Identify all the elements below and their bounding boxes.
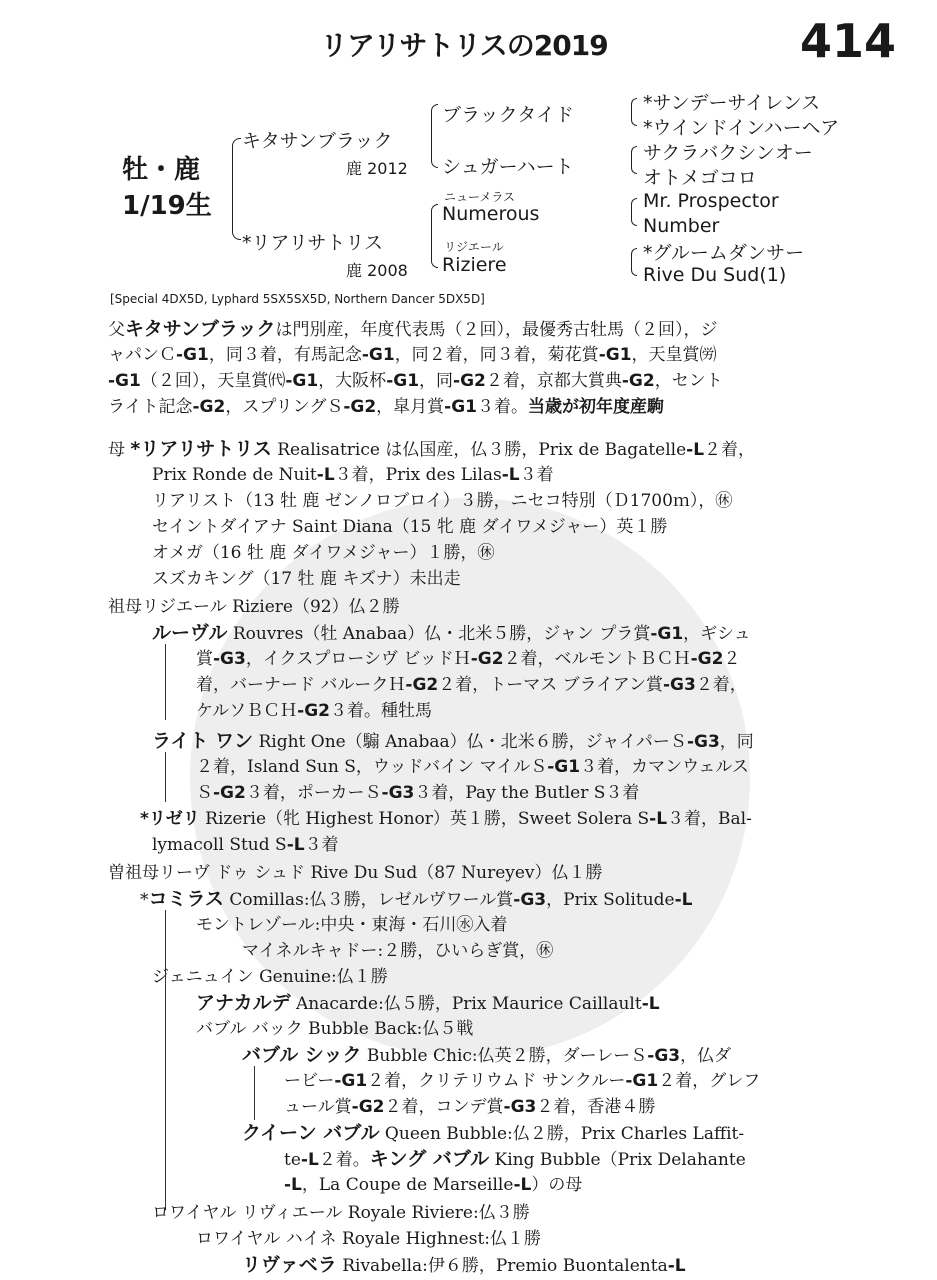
sire-note-line: -G1（２回），天皇賞㈹-G1，大阪杯-G1，同-G2２着，京都大賞典-G2，セント [108, 371, 723, 391]
runner-entry: モントレゾール:中央・東海・石川㊌入着 [196, 915, 508, 935]
brace-main [232, 138, 241, 240]
runner-entry: ュール賞-G2２着，コンデ賞-G3２着，香港４勝 [284, 1097, 656, 1117]
runner-entry: Ｓ-G2３着，ポーカーＳ-G3３着，Pay the Butler S３着 [196, 783, 640, 803]
sire-name: キタサンブラック [242, 130, 393, 152]
runner-entry: バブル バック Bubble Back:仏５戦 [196, 1019, 474, 1039]
sss: *サンデーサイレンス [643, 92, 821, 114]
runner-entry: ２着，Island Sun S，ウッドバイン マイルＳ-G1３着，カマンウェルス [196, 757, 749, 777]
runner-entry: *リゼリ Rizerie（牝 Highest Honor）英１勝，Sweet Solera S-L３着，Bal- [140, 809, 752, 829]
dds: *グルームダンサー [643, 242, 805, 264]
runner-entry: マイネルキャドー:２勝，ひいらぎ賞，㊡ [242, 941, 554, 961]
brace-sd [631, 146, 637, 174]
brace-dam [431, 204, 438, 268]
foal-entry: オメガ（16 牡 鹿 ダイワメジャー）１勝，㊡ [152, 543, 495, 563]
runner-entry: te-L２着。キング バブル King Bubble（Prix Delahante [284, 1148, 746, 1170]
runner-entry: リヴァベラ Rivabella:伊６勝，Premio Buontalenta-L [242, 1254, 686, 1276]
brace-ds [631, 198, 637, 226]
runner-entry: ケルソＢＣＨ-G2３着。種牡馬 [196, 701, 432, 721]
tree-line [254, 1066, 255, 1120]
dam-dam: Riziere [442, 254, 507, 276]
sdd: オトメゴコロ [643, 167, 757, 189]
runner-entry: ロワイヤル ハイネ Royale Highnest:仏１勝 [196, 1229, 542, 1249]
tree-line [165, 910, 166, 1210]
runner-entry: -L，La Coupe de Marseille-L）の母 [284, 1175, 583, 1195]
sire-note-line: 父キタサンブラックは門別産，年度代表馬（２回），最優秀古牡馬（２回），ジ [108, 318, 718, 340]
dam-line: Prix Ronde de Nuit-L３着，Prix des Lilas-L３着 [152, 465, 554, 485]
runner-entry: ロワイヤル リヴィエール Royale Riviere:仏３勝 [152, 1203, 530, 1223]
dam-line: 母 *リアリサトリス Realisatrice は仏国産，仏３勝，Prix de Bagatelle-L２着， [108, 438, 756, 460]
runner-entry: ジェニュイン Genuine:仏１勝 [152, 967, 388, 987]
birth-date: 1/19生 [122, 191, 212, 221]
runner-entry: ービー-G1２着，クリテリウムド サンクルー-G1２着，グレフ [284, 1071, 761, 1091]
sds: サクラバクシンオー [643, 142, 813, 164]
runner-entry: アナカルデ Anacarde:仏５勝，Prix Maurice Caillault-L [196, 992, 660, 1014]
runner-entry: バブル シック Bubble Chic:仏英２勝，ダーレーＳ-G3，仏ダ [242, 1044, 732, 1066]
third-dam: 曽祖母リーヴ ドゥ シュド Rive Du Sud（87 Nureyev）仏１勝 [108, 863, 603, 883]
brace-sire [431, 104, 438, 168]
sire-dam: シュガーハート [442, 156, 574, 178]
inbreeding-note: [Special 4DX5D, Lyphard 5SX5SX5D, Northern Dancer 5DX5D] [110, 292, 485, 306]
sire-info: 鹿 2012 [346, 159, 408, 178]
tree-line [165, 752, 166, 802]
runner-entry: 賞-G3，イクスプローシヴ ビッドＨ-G2２着，ベルモントＢＣＨ-G2２ [196, 649, 741, 669]
runner-entry: lymacoll Stud S-L３着 [152, 835, 339, 855]
brace-ss [631, 98, 637, 126]
ssd: *ウインドインハーヘア [643, 117, 840, 139]
dam-sire-kana: ニューメラス [444, 190, 516, 204]
lot-number: 414 [800, 14, 897, 68]
page-title: リアリサトリスの2019 [320, 29, 608, 62]
dss: Mr. Prospector [643, 190, 779, 212]
foal-entry: リアリスト（13 牡 鹿 ゼンノロブロイ）３勝，ニセコ特別（Ｄ1700ｍ），㊡ [152, 491, 733, 511]
dam-name: *リアリサトリス [242, 232, 383, 254]
tree-line [165, 644, 166, 720]
runner-entry: クイーン バブル Queen Bubble:仏２勝，Prix Charles Laffit- [242, 1122, 745, 1144]
runner-entry: ライト ワン Right One（騸 Anabaa）仏・北米６勝，ジャイパーＳ-G3，同 [152, 730, 754, 752]
dsd: Number [643, 215, 720, 237]
dam-info: 鹿 2008 [346, 261, 408, 280]
runner-entry: *コミラス Comillas:仏３勝，レゼルヴワール賞-G3，Prix Solitude-L [140, 888, 693, 910]
sire-sire: ブラックタイド [442, 104, 574, 126]
sire-note-line: ライト記念-G2，スプリングＳ-G2，皐月賞-G1３着。当歳が初年度産駒 [108, 397, 665, 417]
sex-color: 牡・鹿 [122, 155, 201, 185]
dam-sire: Numerous [442, 203, 540, 225]
sire-note-line: ャパンＣ-G1，同３着，有馬記念-G1，同２着，同３着，菊花賞-G1，天皇賞㈸ [108, 345, 717, 365]
runner-entry: 着，バーナード バルークＨ-G2２着，トーマス ブライアン賞-G3２着， [196, 675, 747, 695]
foal-info [122, 152, 212, 224]
foal-entry: セイントダイアナ Saint Diana（15 牝 鹿 ダイワメジャー）英１勝 [152, 517, 668, 537]
runner-entry: ルーヴル Rouvres（牡 Anabaa）仏・北米５勝，ジャン プラ賞-G1，ギシュ [152, 622, 751, 644]
foal-entry: スズカキング（17 牡 鹿 キズナ）未出走 [152, 569, 461, 589]
ddd: Rive Du Sud(1) [643, 264, 787, 286]
dam-dam-kana: リジエール [444, 240, 504, 254]
brace-dd [631, 248, 637, 276]
second-dam: 祖母リジエール Riziere（92）仏２勝 [108, 597, 400, 617]
